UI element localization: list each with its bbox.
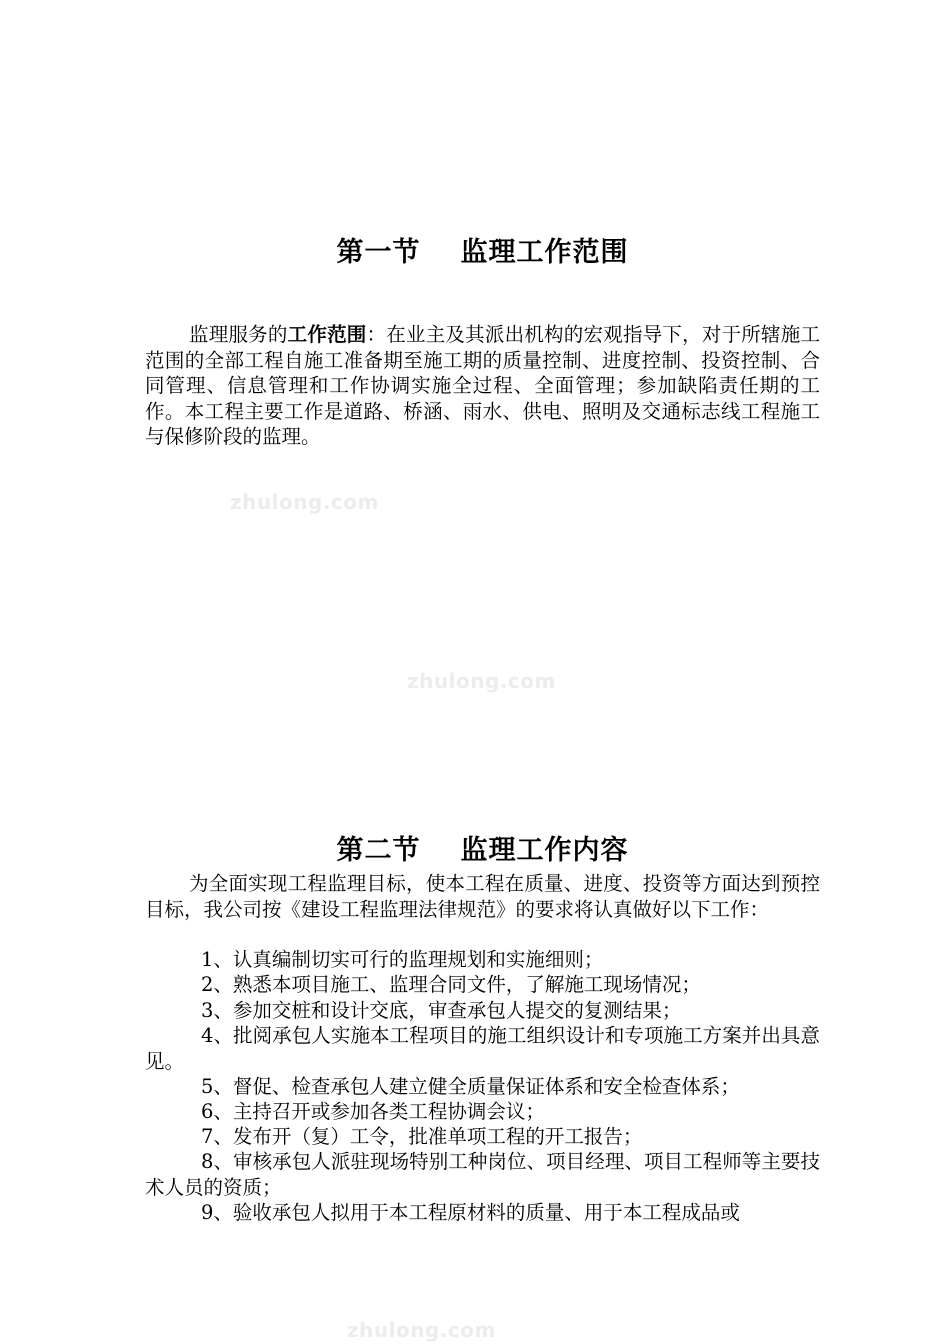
list-item: 3、参加交桩和设计交底，审查承包人提交的复测结果； xyxy=(201,999,682,1022)
list-item: 9、验收承包人拟用于本工程原材料的质量、用于本工程成品或 xyxy=(201,1201,740,1224)
section-1-title: 监理工作范围 xyxy=(460,237,629,268)
list-item: 8、审核承包人派驻现场特别工种岗位、项目经理、项目工程师等主要技术人员的资质； xyxy=(145,1150,820,1199)
section-2-intro: 为全面实现工程监理目标，使本工程在质量、进度、投资等方面达到预控目标，我公司按《建设工程监理法律规范》的要求将认真做好以下工作： xyxy=(145,872,820,921)
watermark: zhulong.com xyxy=(230,490,379,514)
list-item: 5、督促、检查承包人建立健全质量保证体系和安全检查体系； xyxy=(201,1075,740,1098)
section-1-heading xyxy=(145,230,820,269)
paragraph-lead: 监理服务的 xyxy=(189,323,288,346)
watermark: zhulong.com xyxy=(407,669,556,693)
watermark: zhulong.com xyxy=(347,1318,496,1342)
section-2-number: 第二节 xyxy=(336,835,421,866)
paragraph-body: ：在业主及其派出机构的宏观指导下，对于所辖施工范围的全部工程自施工准备期至施工期的质量控制、进度控制、投资控制、合同管理、信息管理和工作协调实施全过程、全面管理；参加缺陷责任期的工作。本工程主要工作是道路、桥涵、雨水、供电、照明及交通标志线工程施工与保修阶段的监理。 xyxy=(145,323,820,448)
list-item: 4、批阅承包人实施本工程项目的施工组织设计和专项施工方案并出具意见。 xyxy=(145,1024,820,1073)
list-item: 2、熟悉本项目施工、监理合同文件，了解施工现场情况； xyxy=(201,973,701,996)
section-1-number: 第一节 xyxy=(336,237,421,268)
section-2-title: 监理工作内容 xyxy=(460,835,629,866)
paragraph-keyword: 工作范围 xyxy=(287,323,367,346)
section-2-heading xyxy=(145,828,820,867)
section-1-paragraph xyxy=(145,322,820,450)
list-item: 6、主持召开或参加各类工程协调会议； xyxy=(201,1100,545,1123)
list-item: 1、认真编制切实可行的监理规划和实施细则； xyxy=(201,948,604,971)
list-item: 7、发布开（复）工令，批准单项工程的开工报告； xyxy=(201,1125,643,1148)
